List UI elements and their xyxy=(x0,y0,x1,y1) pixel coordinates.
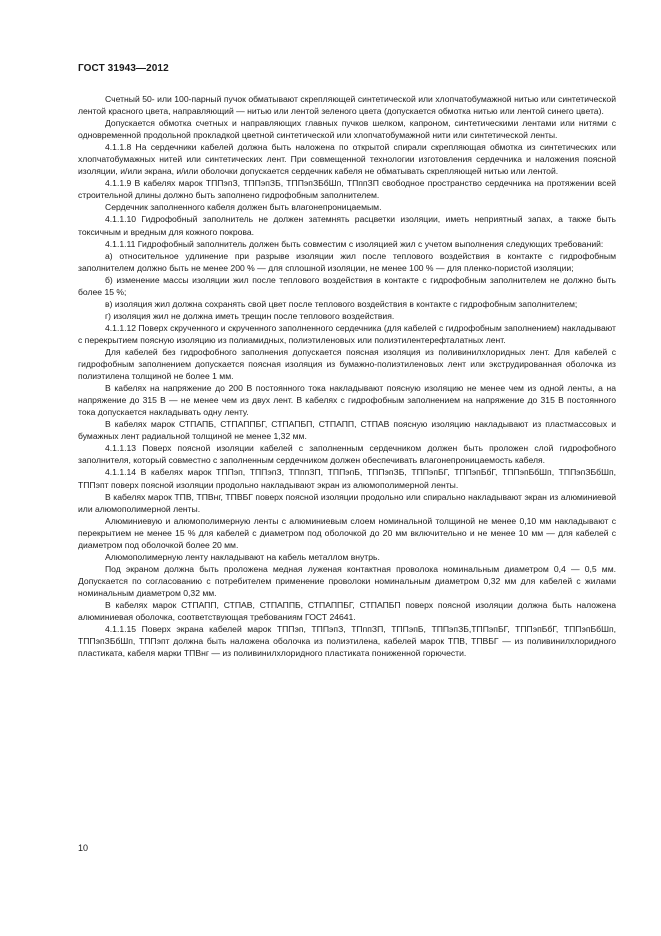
paragraph: 4.1.1.8 На сердечники кабелей должна быть наложена по открытой спирали скрепляющая обмотка из синтетических или хлопчатобумажных нитей или синтетических лент. При совмещенной технологии изготовления сердечника и наложения поясной изоляции, и/или экрана, и/или оболочки допускается сердечник кабеля не обматывать скрепляющей нитью или лентой. xyxy=(78,142,616,177)
paragraph: 4.1.1.14 В кабелях марок ТППэп, ТППэпЗ, ТПппЗП, ТППэпБ, ТППэпЗБ, ТППэпБГ, ТППэпБбГ, ТППэпБбШп, ТППэпЗБбШп, ТППэпт поверх поясной изоляции продольно накладывают экран из алюмополимерной ленты. xyxy=(78,467,616,490)
paragraph: В кабелях марок СТПАПП, СТПАВ, СТПАППБ, СТПАППБГ, СТПАПБП поверх поясной изоляции должна быть наложена алюминиевая оболочка, соответствующая требованиям ГОСТ 24641. xyxy=(78,599,616,623)
list-item: г) изоляция жил не должна иметь трещин после теплового воздействия. xyxy=(105,310,395,321)
paragraph: 4.1.1.9 В кабелях марок ТППэпЗ, ТППэпЗБ, ТППэпЗБбШп, ТПппЗП свободное пространство сердечника на протяжении всей строительной длины должно быть заполнено гидрофобным заполнителем. xyxy=(78,178,616,201)
paragraph: Алюмополимерную ленту накладывают на кабель металлом внутрь. xyxy=(105,551,380,562)
paragraph: В кабелях на напряжение до 200 В постоянного тока накладывают поясную изоляцию не менее чем из одной ленты, а на напряжение до 315 В — не менее чем из двух лент. В кабелях с гидрофобным заполнением на напряжение до 315 В постоянного тока допускается накладывать одну ленту. xyxy=(78,383,616,418)
paragraph: В кабелях марок ТПВ, ТПВнг, ТПВБГ поверх поясной изоляции продольно или спирально накладывают экран из алюминиевой или алюмополимерной ленты. xyxy=(78,491,616,514)
list-item: в) изоляция жил должна сохранять свой цвет после теплового воздействия в контакте с гидрофобным заполнителем; xyxy=(105,298,578,309)
paragraph: Счетный 50- или 100-парный пучок обматывают скрепляющей синтетической или хлопчатобумажной нитью или синтетической лентой красного цвета, направляющий — нитью или лентой зеленого цвета (допускается обмотка нитью или лентой синего цвета). xyxy=(78,94,616,117)
paragraph: Сердечник заполненного кабеля должен быть влагонепроницаемым. xyxy=(105,202,382,213)
list-item: б) изменение массы изоляции жил после теплового воздействия в контакте с гидрофобным заполнителем не должно быть более 15 %; xyxy=(78,274,616,297)
page-number: 10 xyxy=(78,843,89,853)
paragraph: 4.1.1.15 Поверх экрана кабелей марок ТППэп, ТППэпЗ, ТПппЗП, ТППэпБ, ТППэпЗБ,ТППэпБГ, ТППэпБбГ, ТППэпБбШп, ТППэпЗБбШп, ТППэпт должна быть наложена оболочка из полиэтилена, кабелей марок ТПВ, ТПВБГ — из поливинилхлоридного пластиката, кабеля марки ТПВнг — из поливинилхлоридного пластиката пониженной горючести. xyxy=(78,624,616,659)
standard-header: ГОСТ 31943—2012 xyxy=(78,63,169,74)
paragraph: 4.1.1.13 Поверх поясной изоляции кабелей с заполненным сердечником должен быть проложен слой гидрофобного заполнителя, который совместно с заполненным сердечником должен обеспечивать влагонепроницаемость кабеля. xyxy=(78,443,616,466)
paragraph: Допускается обмотка счетных и направляющих главных пучков шелком, капроном, синтетическими лентами или нитями с одновременной продольной прокладкой цветной синтетической или хлопчатобумажной нити или синтетической ленты. xyxy=(78,118,616,141)
body-text xyxy=(78,93,616,659)
paragraph: Для кабелей без гидрофобного заполнения допускается поясная изоляция из поливинилхлоридных лент. Для кабелей с гидрофобным заполнением допускается поясная изоляция из бумажно-полиэтиленовых лент или экструдированная оболочка из полиэтилена толщиной не более 1 мм. xyxy=(78,346,616,382)
paragraph: 4.1.1.10 Гидрофобный заполнитель не должен затемнять расцветки изоляции, иметь неприятный запах, а также быть токсичным и вредным для кожного покрова. xyxy=(78,214,616,237)
paragraph: 4.1.1.12 Поверх скрученного и скрученного заполненного сердечника (для кабелей с гидрофобным заполнением) накладывают с перекрытием поясную изоляцию из полиамидных, полиэтиленовых или полиэтилентерефталатных лент. xyxy=(78,322,616,345)
list-item: а) относительное удлинение при разрыве изоляции жил после теплового воздействия в контакте с гидрофобным заполнителем должно быть не менее 200 % — для сплошной изоляции, не менее 100 % — для пленко-пористой изоляции; xyxy=(78,250,616,273)
paragraph: В кабелях марок СТПАПБ, СТПАППБГ, СТПАПБП, СТПАПП, СТПАВ поясную изоляцию накладывают из пластмассовых и бумажных лент радиальной толщиной не менее 1,32 мм. xyxy=(78,419,616,442)
paragraph: Под экраном должна быть проложена медная луженая контактная проволока номинальным диаметром 0,4 — 0,5 мм. Допускается по согласованию с потребителем применение проволоки номинальным диаметром 0,32 мм для кабелей с жилами номинальным диаметром 0,32 мм. xyxy=(78,563,616,598)
paragraph: 4.1.1.11 Гидрофобный заполнитель должен быть совместим с изоляцией жил с учетом выполнения следующих требований: xyxy=(105,238,604,249)
paragraph: Алюминиевую и алюмополимерную ленты с алюминиевым слоем номинальной толщиной не менее 0,10 мм накладывают с перекрытием не менее 15 % для кабелей с диаметром под оболочкой до 20 мм включительно и не менее 10 мм — для кабелей с диаметром под оболочкой более 20 мм. xyxy=(78,515,616,550)
